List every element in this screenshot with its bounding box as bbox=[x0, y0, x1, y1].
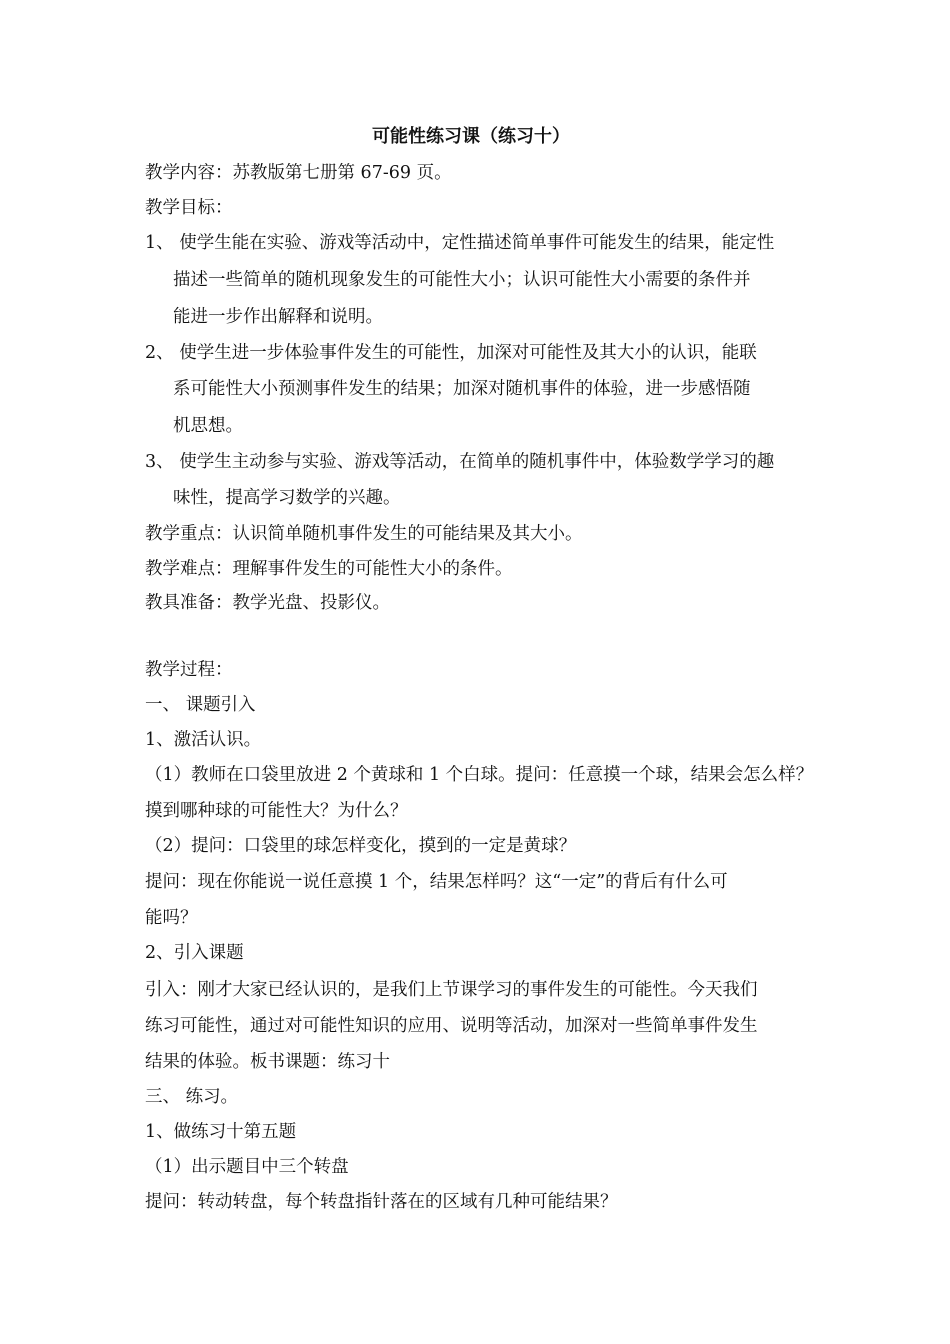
section-3-question-1: （1）出示题目中三个转盘 bbox=[145, 1157, 349, 1177]
goal-2-line-3: 机思想。 bbox=[173, 416, 243, 436]
intro-line-3: 结果的体验。板书课题：练习十 bbox=[145, 1052, 390, 1072]
goal-2-line-2: 系可能性大小预测事件发生的结果；加深对随机事件的体验，进一步感悟随 bbox=[173, 379, 751, 399]
question-3-line-2: 能吗？ bbox=[145, 908, 198, 928]
section-3-item-1: 1、做练习十第五题 bbox=[145, 1122, 297, 1142]
difficulty: 教学难点：理解事件发生的可能性大小的条件。 bbox=[145, 559, 513, 579]
intro-line-2: 练习可能性，通过对可能性知识的应用、说明等活动，加深对一些简单事件发生 bbox=[145, 1016, 758, 1036]
document-title: 可能性练习课（练习十） bbox=[372, 126, 570, 147]
question-1-line-1: （1）教师在口袋里放进 2 个黄球和 1 个白球。提问：任意摸一个球，结果会怎么样？ bbox=[145, 765, 814, 785]
goal-1-line-3: 能进一步作出解释和说明。 bbox=[173, 307, 383, 327]
question-2: （2）提问：口袋里的球怎样变化，摸到的一定是黄球？ bbox=[145, 836, 577, 856]
goal-1-line-1: 1、 使学生能在实验、游戏等活动中，定性描述简单事件可能发生的结果，能定性 bbox=[145, 233, 775, 253]
intro-line-1: 引入：刚才大家已经认识的，是我们上节课学习的事件发生的可能性。今天我们 bbox=[145, 980, 758, 1000]
section-1-item-1: 1、激活认识。 bbox=[145, 730, 262, 750]
tools: 教具准备：教学光盘、投影仪。 bbox=[145, 593, 390, 613]
goals-heading: 教学目标： bbox=[145, 198, 233, 218]
goal-2-line-1: 2、 使学生进一步体验事件发生的可能性，加深对可能性及其大小的认识，能联 bbox=[145, 343, 757, 363]
question-3-line-1: 提问：现在你能说一说任意摸 1 个，结果怎样吗？这“一定”的背后有什么可 bbox=[145, 872, 728, 892]
question-1-line-2: 摸到哪种球的可能性大？为什么？ bbox=[145, 801, 408, 821]
goal-1-line-2: 描述一些简单的随机现象发生的可能性大小；认识可能性大小需要的条件并 bbox=[173, 270, 751, 290]
section-3-question-2: 提问：转动转盘，每个转盘指针落在的区域有几种可能结果？ bbox=[145, 1192, 618, 1212]
teaching-content: 教学内容：苏教版第七册第 67-69 页。 bbox=[145, 163, 452, 183]
section-1-heading: 一、 课题引入 bbox=[145, 695, 256, 715]
goal-3-line-1: 3、 使学生主动参与实验、游戏等活动，在简单的随机事件中，体验数学学习的趣 bbox=[145, 452, 775, 472]
section-3-heading: 三、 练习。 bbox=[145, 1087, 239, 1107]
section-1-item-2: 2、引入课题 bbox=[145, 943, 244, 963]
goal-3-line-2: 味性，提高学习数学的兴趣。 bbox=[173, 488, 401, 508]
key-point: 教学重点：认识简单随机事件发生的可能结果及其大小。 bbox=[145, 524, 583, 544]
process-heading: 教学过程： bbox=[145, 660, 233, 680]
